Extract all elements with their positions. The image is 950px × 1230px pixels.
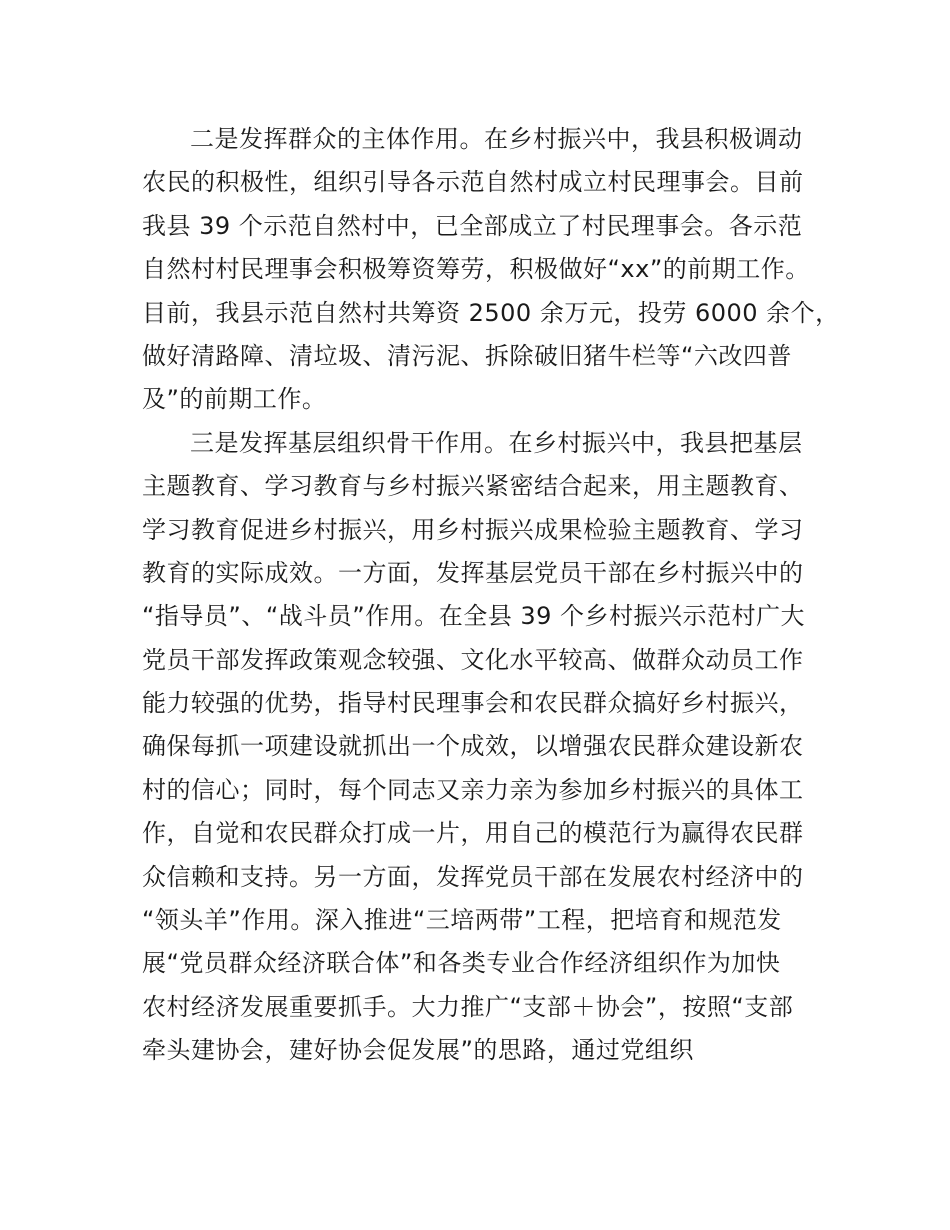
paragraph-line: 二是发挥群众的主体作用。在乡村振兴中，我县积极调动 (190, 125, 803, 153)
paragraph-line: “领头羊”作用。深入推进“三培两带”工程，把培育和规范发 (142, 906, 782, 935)
paragraph-1 (142, 118, 842, 422)
paragraph-line: 众信赖和支持。另一方面，发挥党员干部在发展农村经济中的 (142, 862, 804, 891)
paragraph-line: 做好清路障、清垃圾、清污泥、拆除破旧猪牛栏等“六改四普 (142, 341, 792, 370)
paragraph-line: 三是发挥基层组织骨干作用。在乡村振兴中，我县把基层 (190, 428, 803, 457)
paragraph-line: “指导员”、“战斗员”作用。在全县 39 个乡村振兴示范村广大 (142, 602, 806, 631)
paragraph-line: 村的信心；同时，每个同志又亲力亲为参加乡村振兴的具体工 (142, 775, 804, 804)
paragraph-line: 能力较强的优势，指导村民理事会和农民群众搞好乡村振兴， (142, 689, 804, 718)
paragraph-line: 教育的实际成效。一方面，发挥基层党员干部在乡村振兴中的 (142, 558, 804, 587)
paragraph-line: 确保每抓一项建设就抓出一个成效，以增强农民群众建设新农 (142, 732, 804, 761)
paragraph-line: 主题教育、学习教育与乡村振兴紧密结合起来，用主题教育、 (142, 472, 804, 501)
paragraph-line: 及”的前期工作。 (142, 385, 327, 414)
paragraph-line: 学习教育促进乡村振兴，用乡村振兴成果检验主题教育、学习 (142, 515, 804, 544)
paragraph-line: 展“党员群众经济联合体”和各类专业合作经济组织作为加快 (142, 949, 781, 978)
paragraph-2 (142, 422, 842, 1116)
paragraph-line: 目前，我县示范自然村共筹资 2500 余万元，投劳 6000 余个， (142, 298, 840, 327)
paragraph-line: 牵头建协会，建好协会促发展”的思路，通过党组织 (142, 1036, 694, 1065)
paragraph-line: 作，自觉和农民群众打成一片，用自己的模范行为赢得农民群 (142, 819, 804, 848)
paragraph-line: 我县 39 个示范自然村中，已全部成立了村民理事会。各示范 (142, 211, 803, 240)
document-body (142, 118, 842, 1116)
paragraph-line: 农村经济发展重要抓手。大力推广“支部＋协会”，按照“支部 (142, 992, 794, 1021)
paragraph-line: 自然村村民理事会积极筹资筹劳，积极做好“xx”的前期工作。 (142, 255, 810, 284)
paragraph-line: 党员干部发挥政策观念较强、文化水平较高、做群众动员工作 (142, 645, 804, 674)
paragraph-line (142, 1073, 842, 1116)
paragraph-line: 农民的积极性，组织引导各示范自然村成立村民理事会。目前 (142, 168, 804, 197)
